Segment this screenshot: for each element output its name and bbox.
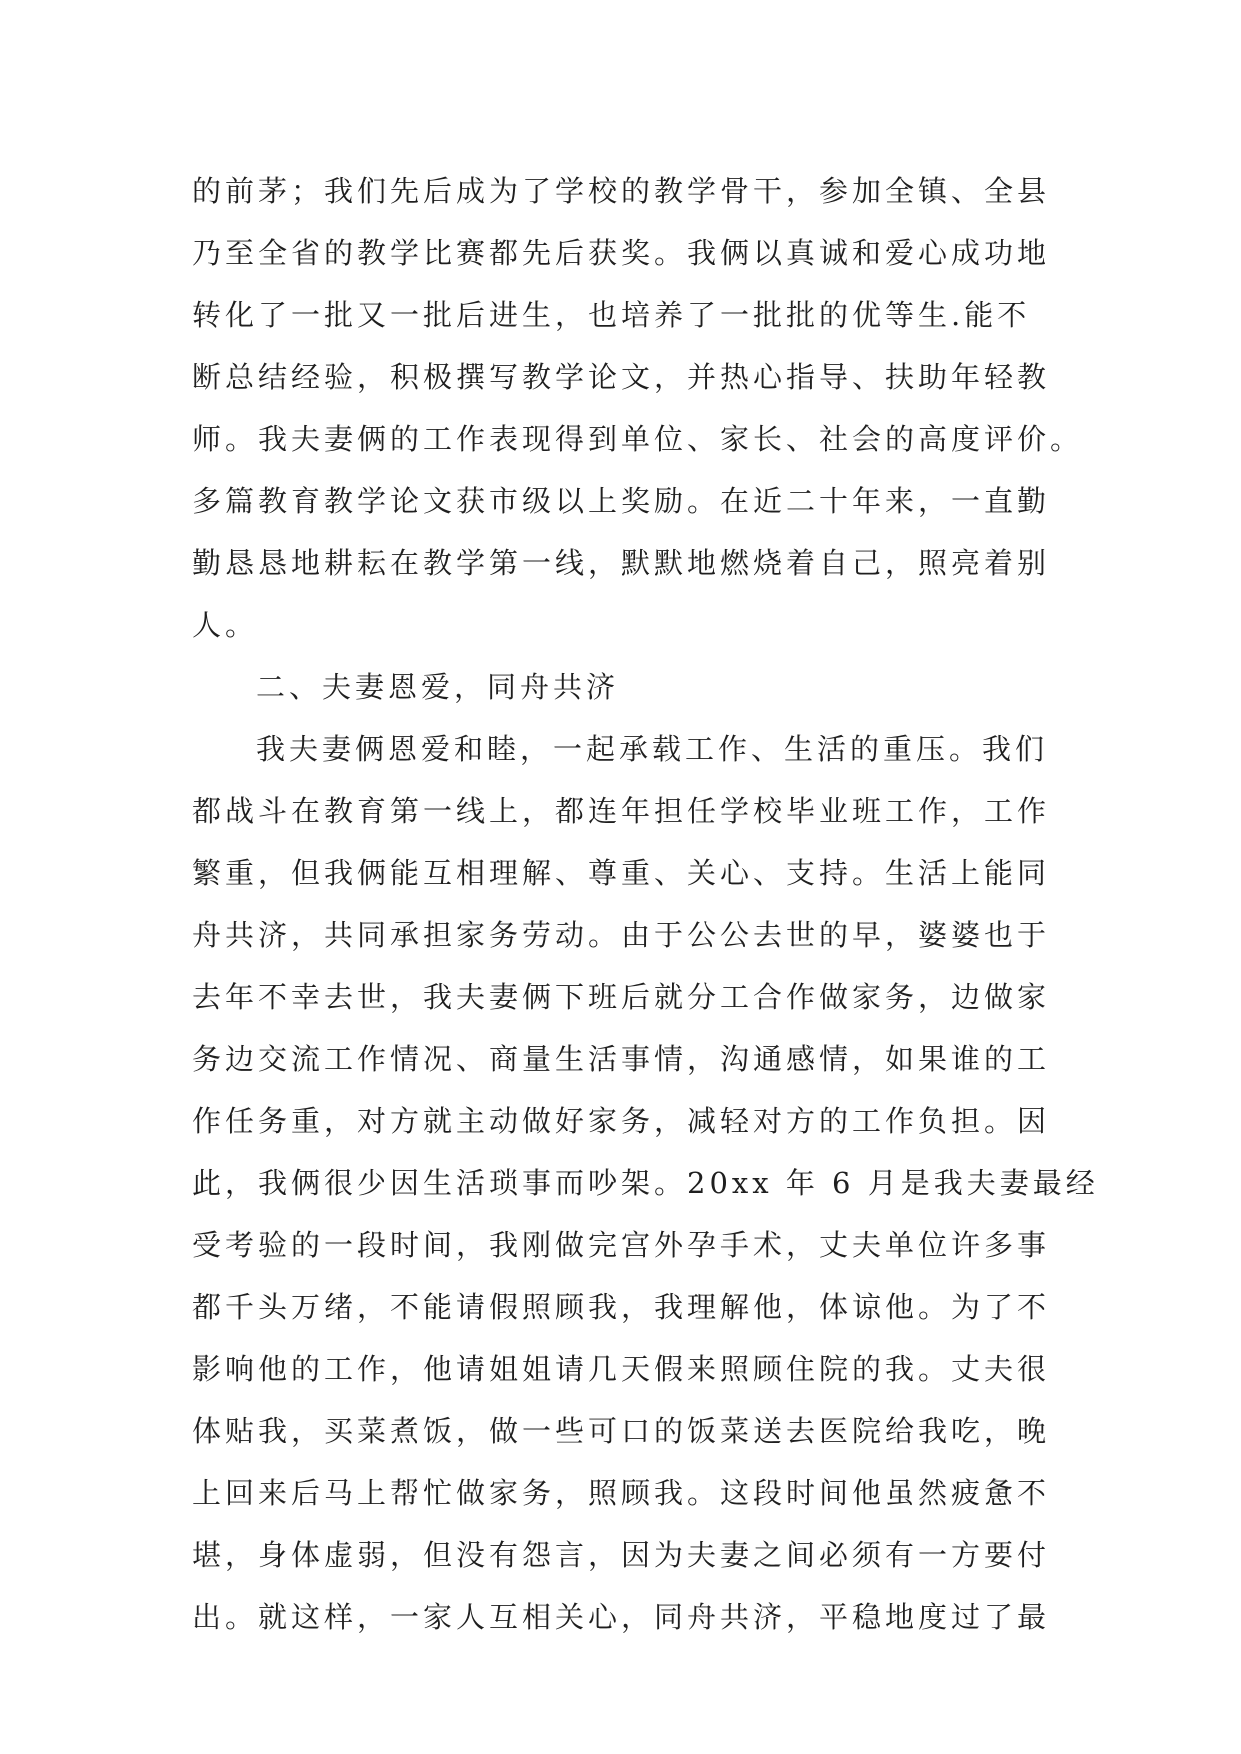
text-line: 影响他的工作，他请姐姐请几天假来照顾住院的我。丈夫很 — [192, 1352, 1051, 1386]
text-line: 师。我夫妻俩的工作表现得到单位、家长、社会的高度评价。 — [192, 422, 1084, 456]
text-line: 都千头万绪，不能请假照顾我，我理解他，体谅他。为了不 — [192, 1290, 1051, 1324]
text-line: 舟共济，共同承担家务劳动。由于公公去世的早，婆婆也于 — [192, 918, 1051, 952]
text-line: 多篇教育教学论文获市级以上奖励。在近二十年来，一直勤 — [192, 484, 1051, 518]
text-line: 乃至全省的教学比赛都先后获奖。我俩以真诚和爱心成功地 — [192, 236, 1051, 270]
paragraph-first-line: 我夫妻俩恩爱和睦，一起承载工作、生活的重压。我们 — [256, 732, 1049, 766]
text-line: 堪，身体虚弱，但没有怨言，因为夫妻之间必须有一方要付 — [192, 1538, 1051, 1572]
body-text — [192, 160, 1099, 1648]
text-line: 的前茅；我们先后成为了学校的教学骨干，参加全镇、全县 — [192, 174, 1051, 208]
text-line: 转化了一批又一批后进生，也培养了一批批的优等生.能不 — [192, 298, 1031, 332]
text-line: 体贴我，买菜煮饭，做一些可口的饭菜送去医院给我吃，晚 — [192, 1414, 1051, 1448]
text-line: 都战斗在教育第一线上，都连年担任学校毕业班工作，工作 — [192, 794, 1051, 828]
text-line: 繁重，但我俩能互相理解、尊重、关心、支持。生活上能同 — [192, 856, 1051, 890]
text-line: 去年不幸去世，我夫妻俩下班后就分工合作做家务，边做家 — [192, 980, 1051, 1014]
text-line: 上回来后马上帮忙做家务，照顾我。这段时间他虽然疲惫不 — [192, 1476, 1051, 1510]
text-line: 勤恳恳地耕耘在教学第一线，默默地燃烧着自己，照亮着别 — [192, 546, 1051, 580]
section-heading: 二、夫妻恩爱，同舟共济 — [256, 670, 620, 704]
text-line: 出。就这样，一家人互相关心，同舟共济，平稳地度过了最 — [192, 1600, 1051, 1634]
text-line: 断总结经验，积极撰写教学论文，并热心指导、扶助年轻教 — [192, 360, 1051, 394]
text-line: 受考验的一段时间，我刚做完宫外孕手术，丈夫单位许多事 — [192, 1228, 1051, 1262]
text-line: 此，我俩很少因生活琐事而吵架。20xx 年 6 月是我夫妻最经 — [192, 1166, 1099, 1200]
text-line: 务边交流工作情况、商量生活事情，沟通感情，如果谁的工 — [192, 1042, 1051, 1076]
text-line: 人。 — [192, 608, 259, 642]
text-line: 作任务重，对方就主动做好家务，减轻对方的工作负担。因 — [192, 1104, 1051, 1138]
